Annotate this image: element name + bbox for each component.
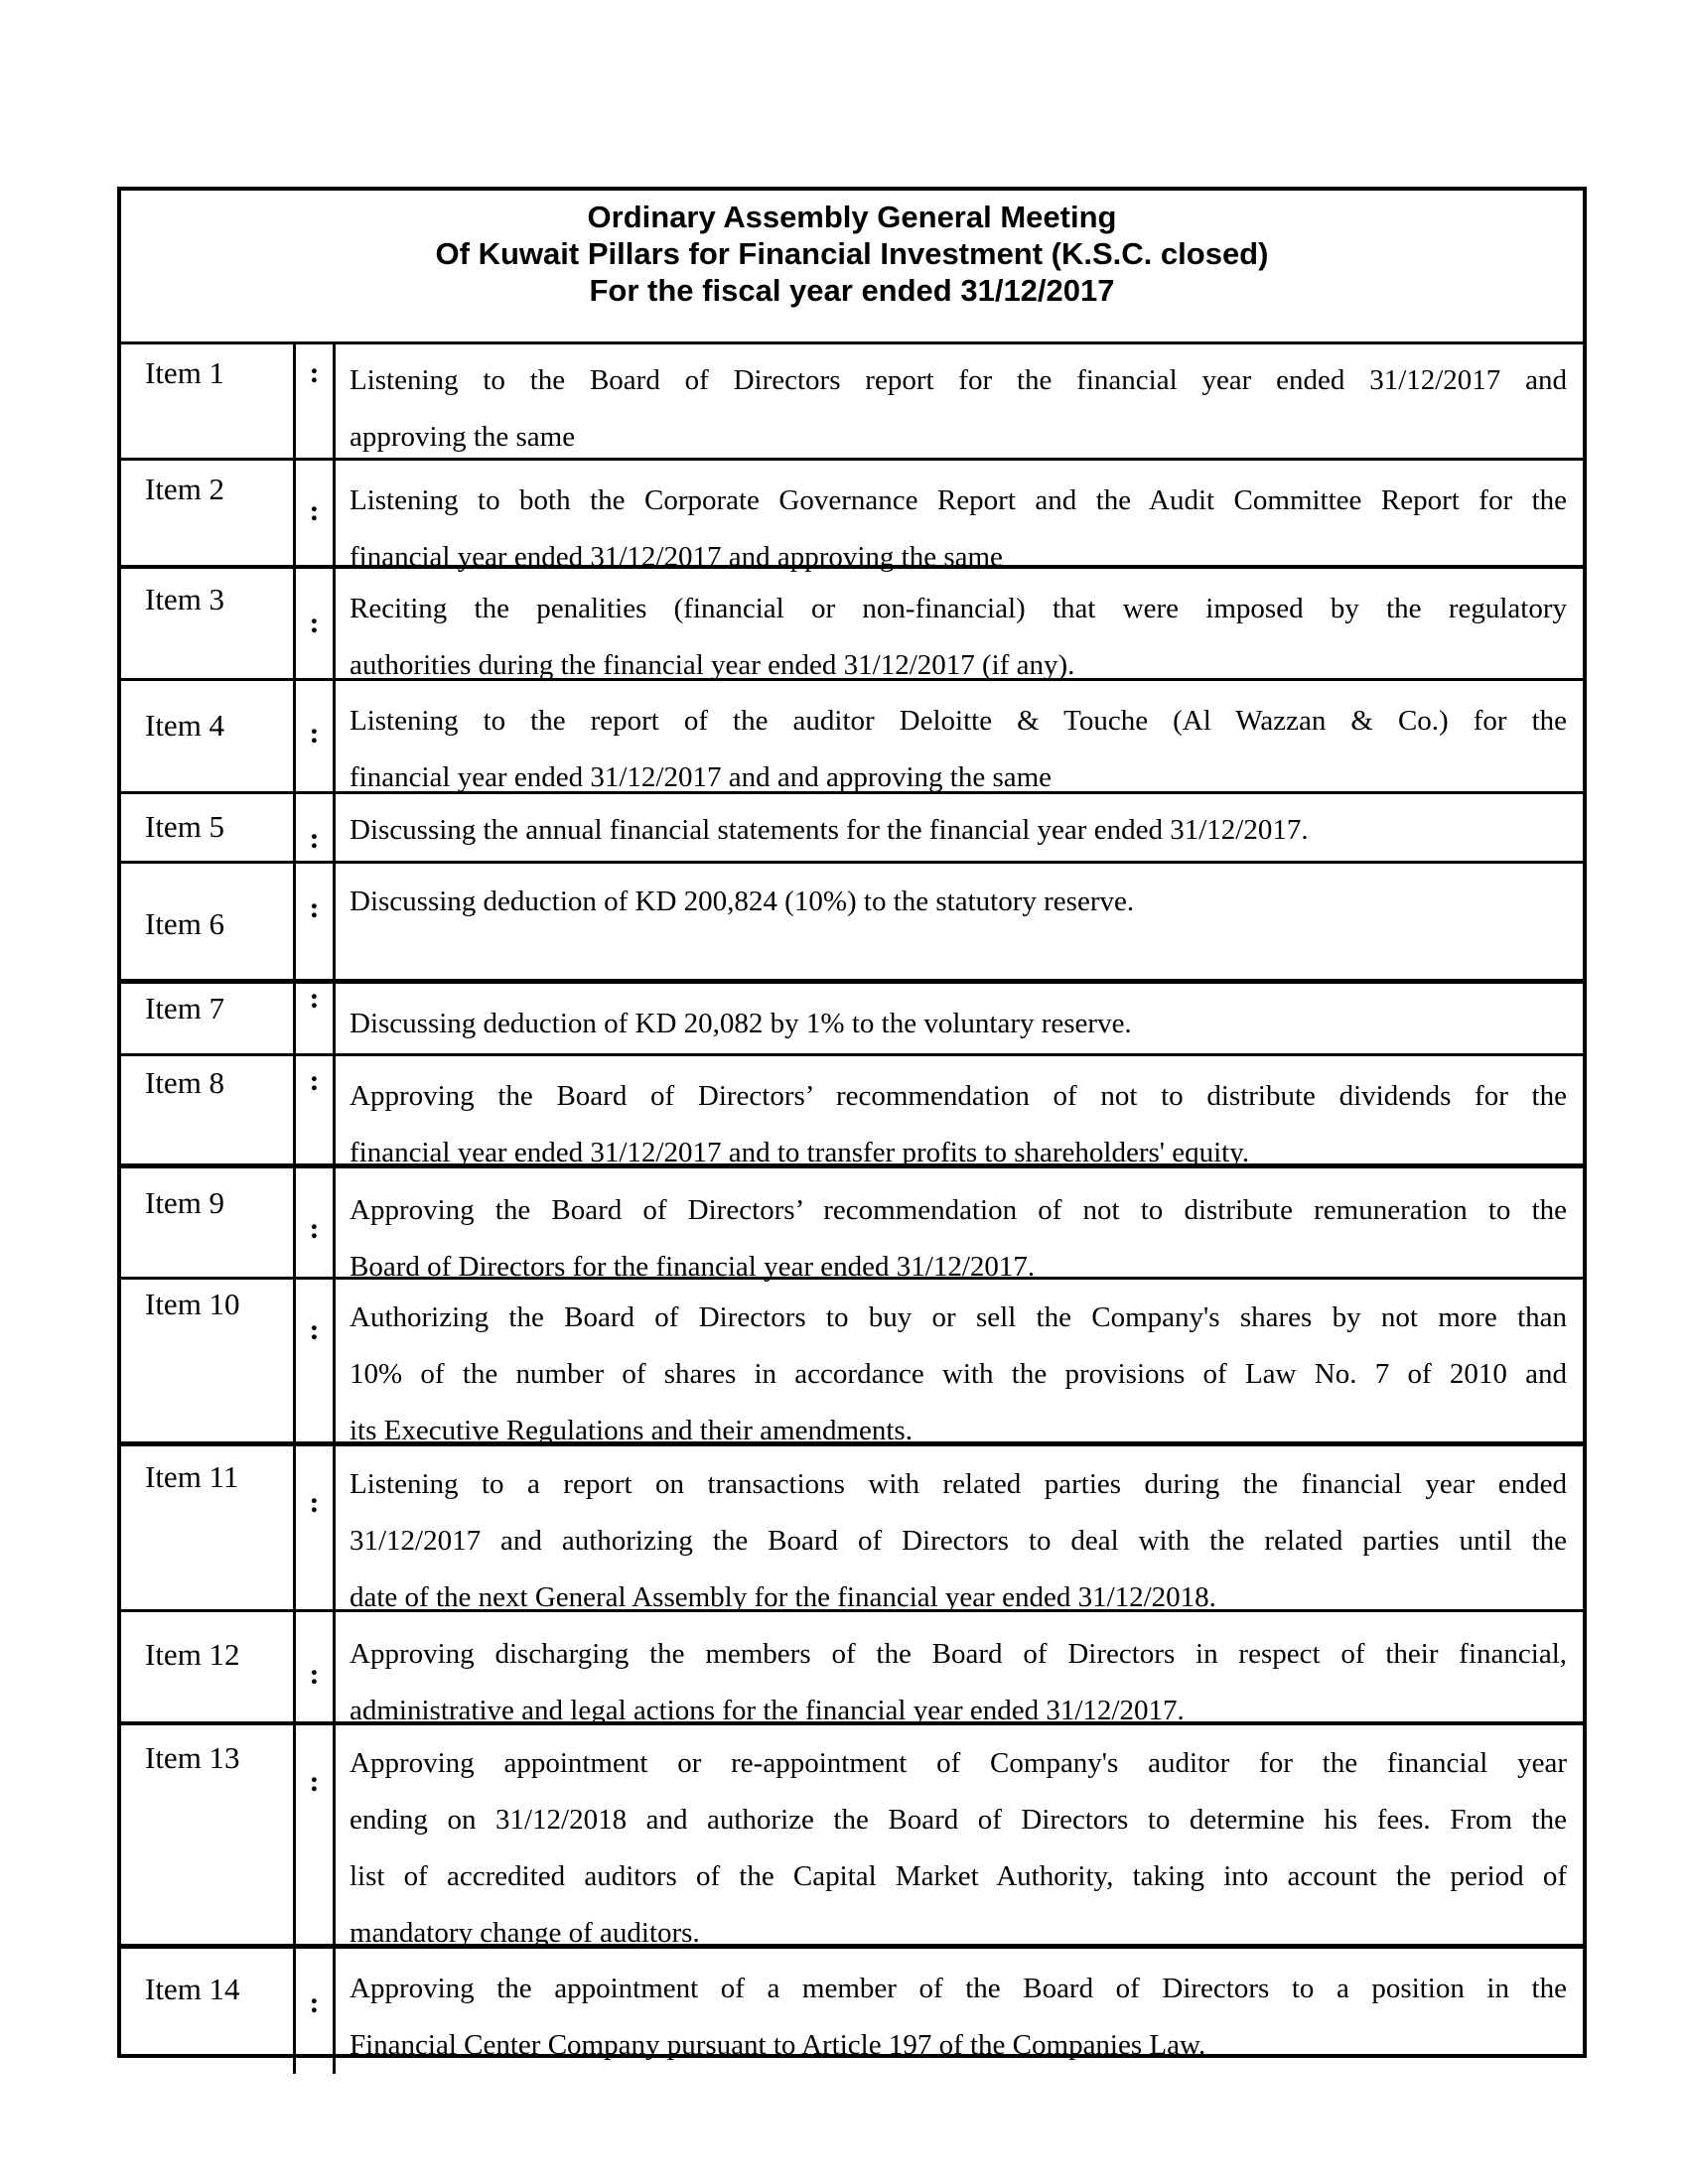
item-row xyxy=(121,1609,1583,1726)
text-line: financial year ended 31/12/2017 and to transfer profits to shareholders' equity. xyxy=(350,1137,1250,1168)
item-description xyxy=(336,1725,1583,1962)
item-description xyxy=(336,1949,1583,2074)
item-description xyxy=(336,461,1583,586)
colon-separator xyxy=(296,1612,336,1739)
item-label: Item 6 xyxy=(121,864,296,979)
text-line: Listening to a report on transactions with related parties during the financial year ended xyxy=(350,1468,1567,1500)
text-line: Authorizing the Board of Directors to buy or sell the Company's shares by not more than xyxy=(350,1301,1567,1333)
item-row xyxy=(121,565,1583,681)
item-label: Item 7 xyxy=(121,984,296,1053)
text-line: date of the next General Assembly for the financial year ended 31/12/2018. xyxy=(350,1581,1216,1613)
item-label: Item 3 xyxy=(121,569,296,694)
text-line: Discussing deduction of KD 20,082 by 1% to the voluntary reserve. xyxy=(350,1008,1132,1039)
title-line-2: Of Kuwait Pillars for Financial Investment (K.S.C. closed) xyxy=(435,236,1269,271)
item-description xyxy=(336,1446,1583,1626)
colon-separator xyxy=(296,864,336,979)
colon-glyph: : xyxy=(309,356,320,389)
text-line: Listening to both the Corporate Governance Report and the Audit Committee Report for the xyxy=(350,484,1567,516)
item-row xyxy=(121,979,1583,1053)
text-line: Discussing the annual financial statements for the financial year ended 31/12/2017. xyxy=(350,814,1309,846)
colon-glyph: : xyxy=(309,822,320,855)
item-label: Item 12 xyxy=(121,1612,296,1739)
text-line: its Executive Regulations and their amendments. xyxy=(350,1415,913,1446)
text-line: Approving the Board of Directors’ recommendation of not to distribute dividends for the xyxy=(350,1080,1567,1112)
colon-separator xyxy=(296,794,336,861)
text-line: list of accredited auditors of the Capital Market Authority, taking into account the period of xyxy=(350,1860,1567,1892)
colon-glyph: : xyxy=(309,1658,320,1691)
text-line: Approving the Board of Directors’ recommendation of not to distribute remuneration to the xyxy=(350,1194,1567,1226)
item-row xyxy=(121,458,1583,573)
text-line: Board of Directors for the financial year ended 31/12/2017. xyxy=(350,1251,1036,1283)
colon-separator xyxy=(296,1280,336,1459)
text-line: Approving discharging the members of the Board of Directors in respect of their financial, xyxy=(350,1638,1567,1670)
text-line: mandatory change of auditors. xyxy=(350,1917,700,1949)
item-description xyxy=(336,794,1583,861)
colon-glyph: : xyxy=(309,607,320,639)
item-description xyxy=(336,1056,1583,1181)
text-line: Financial Center Company pursuant to Article 197 of the Companies Law. xyxy=(350,2029,1206,2061)
agenda-table xyxy=(117,187,1587,2061)
item-label: Item 9 xyxy=(121,1168,296,1296)
colon-separator xyxy=(296,344,336,466)
item-label: Item 13 xyxy=(121,1725,296,1962)
colon-glyph: : xyxy=(309,717,320,750)
colon-separator xyxy=(296,569,336,694)
text-line: approving the same xyxy=(350,421,576,453)
item-label: Item 11 xyxy=(121,1446,296,1626)
text-line: financial year ended 31/12/2017 and and approving the same xyxy=(350,761,1053,793)
item-row xyxy=(121,341,1583,458)
item-row xyxy=(121,1163,1583,1283)
item-row xyxy=(121,1441,1583,1613)
item-description xyxy=(336,1280,1583,1459)
item-row xyxy=(121,1053,1583,1168)
colon-glyph: : xyxy=(309,891,320,924)
colon-separator xyxy=(296,1725,336,1962)
item-row xyxy=(121,1944,1583,2061)
item-description xyxy=(336,864,1583,979)
text-line: Reciting the penalities (financial or non-financial) that were imposed by the regulatory xyxy=(350,593,1567,624)
colon-separator xyxy=(296,1949,336,2074)
item-row xyxy=(121,791,1583,861)
title-line-1: Ordinary Assembly General Meeting xyxy=(587,200,1117,234)
item-label: Item 5 xyxy=(121,794,296,861)
colon-separator xyxy=(296,984,336,1053)
text-line: authorities during the financial year ended 31/12/2017 (if any). xyxy=(350,649,1075,681)
item-description xyxy=(336,1612,1583,1739)
text-line: Approving appointment or re-appointment of Company's auditor for the financial year xyxy=(350,1747,1567,1779)
colon-separator xyxy=(296,1446,336,1626)
colon-glyph: : xyxy=(309,494,320,527)
item-label: Item 8 xyxy=(121,1056,296,1181)
item-description xyxy=(336,569,1583,694)
item-label: Item 1 xyxy=(121,344,296,466)
text-line: Discussing deduction of KD 200,824 (10%) to the statutory reserve. xyxy=(350,886,1135,917)
colon-glyph: : xyxy=(309,1212,320,1245)
item-description xyxy=(336,681,1583,806)
text-line: 10% of the number of shares in accordance with the provisions of Law No. 7 of 2010 and xyxy=(350,1358,1567,1390)
text-line: financial year ended 31/12/2017 and approving the same xyxy=(350,541,1003,573)
text-line: 31/12/2017 and authorizing the Board of Directors to deal with the related parties until the xyxy=(350,1525,1567,1557)
item-description xyxy=(336,344,1583,466)
item-row xyxy=(121,861,1583,979)
colon-glyph: : xyxy=(309,1486,320,1519)
colon-separator xyxy=(296,681,336,806)
colon-glyph: : xyxy=(309,1986,320,2019)
text-line: Listening to the report of the auditor Deloitte & Touche (Al Wazzan & Co.) for the xyxy=(350,705,1567,737)
text-line: Approving the appointment of a member of the Board of Directors to a position in the xyxy=(350,1973,1567,2004)
text-line: ending on 31/12/2018 and authorize the Board of Directors to determine his fees. From the xyxy=(350,1804,1567,1836)
item-label: Item 10 xyxy=(121,1280,296,1459)
item-row xyxy=(121,678,1583,791)
item-row xyxy=(121,1721,1583,1949)
table-header xyxy=(121,191,1583,341)
item-label: Item 4 xyxy=(121,681,296,806)
colon-glyph: : xyxy=(309,982,320,1015)
colon-separator xyxy=(296,1056,336,1181)
item-description xyxy=(336,1168,1583,1296)
item-description xyxy=(336,984,1583,1053)
colon-glyph: : xyxy=(309,1064,320,1097)
colon-separator xyxy=(296,461,336,586)
text-line: administrative and legal actions for the financial year ended 31/12/2017. xyxy=(350,1695,1185,1726)
item-label: Item 14 xyxy=(121,1949,296,2074)
colon-glyph: : xyxy=(309,1765,320,1798)
text-line: Listening to the Board of Directors report for the financial year ended 31/12/2017 and xyxy=(350,364,1567,396)
title-line-3: For the fiscal year ended 31/12/2017 xyxy=(589,273,1115,308)
item-row xyxy=(121,1277,1583,1446)
item-label: Item 2 xyxy=(121,461,296,586)
colon-separator xyxy=(296,1168,336,1296)
colon-glyph: : xyxy=(309,1313,320,1346)
